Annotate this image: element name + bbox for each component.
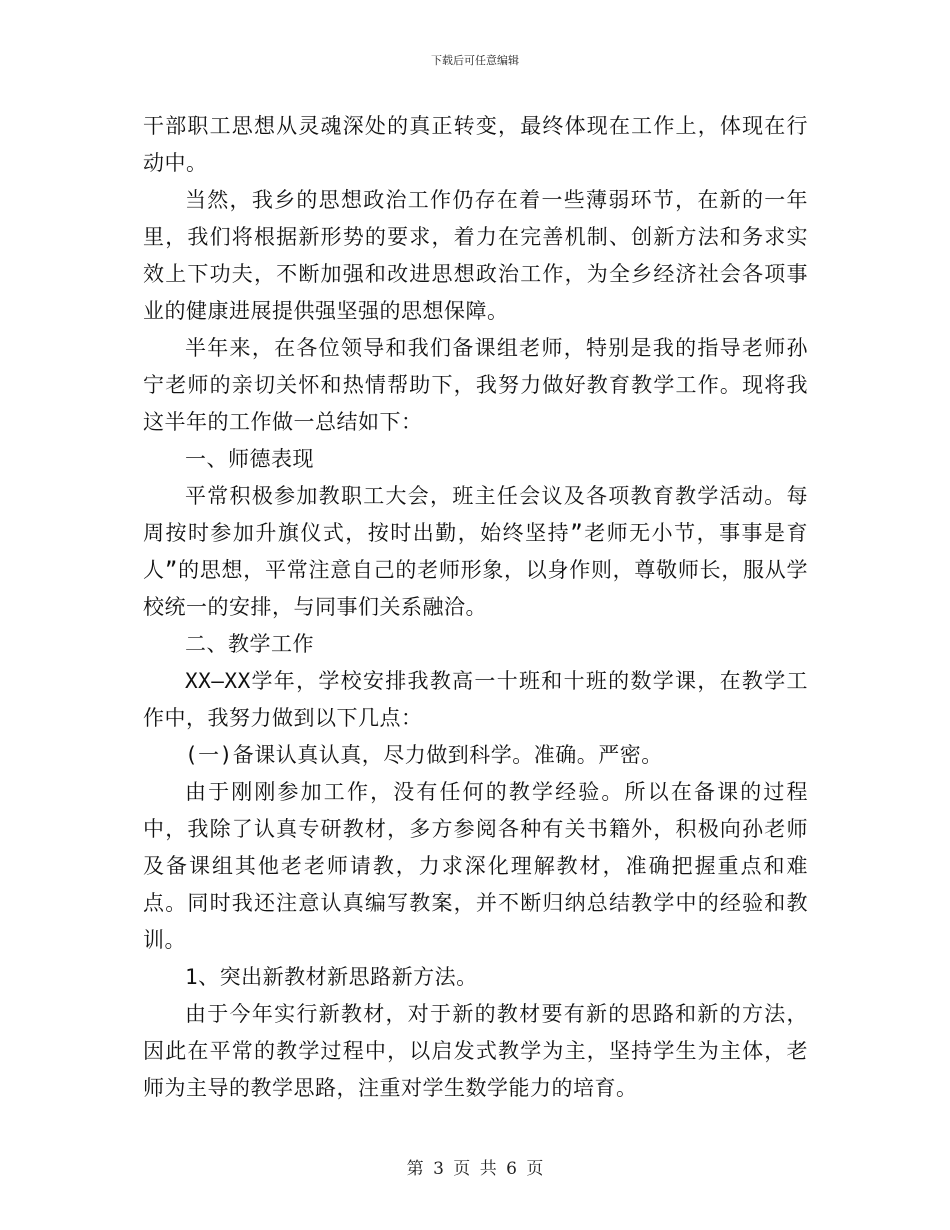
section-heading-teaching: 二、教学工作 [185,632,314,656]
page-number-footer: 第 3 页 共 6 页 [406,1159,544,1179]
paragraph-5: 平常积极参加教职工大会，班主任会议及各项教育教学活动。每周按时参加升旗仪式，按时出勤，始终坚持”老师无小节，事事是育人”的思想，平常注意自己的老师形象，以身作则，尊敬师长，服从学校统一的安排，与同事们关系融洽。 [143,484,808,619]
header-note: 下载后可任意编辑 [431,54,519,67]
document-body [143,108,808,1107]
paragraph-3: 半年来，在各位领导和我们备课组老师，特别是我的指导老师孙宁老师的亲切关怀和热情帮助下，我努力做好教育教学工作。现将我这半年的工作做一总结如下： [143,336,808,434]
subheading-new-materials: 1、突出新教材新思路新方法。 [185,965,478,989]
paragraph-7: XX—XX学年，学校安排我教高一十班和十班的数学课，在教学工作中，我努力做到以下几点： [143,669,808,730]
paragraph-11: 由于今年实行新教材，对于新的教材要有新的思路和新的方法，因此在平常的教学过程中，以启发式教学为主，坚持学生为主体，老师为主导的教学思路，注重对学生数学能力的培育。 [143,1002,808,1100]
paragraph-9: 由于刚刚参加工作，没有任何的教学经验。所以在备课的过程中，我除了认真专研教材，多方参阅各种有关书籍外，积极向孙老师及备课组其他老老师请教，力求深化理解教材，准确把握重点和难点。同时我还注意认真编写教案，并不断归纳总结教学中的经验和教训。 [143,780,808,952]
subheading-lesson-prep: (一)备课认真认真，尽力做到科学。准确。严密。 [185,743,663,767]
paragraph-2: 当然，我乡的思想政治工作仍存在着一些薄弱环节，在新的一年里，我们将根据新形势的要求，着力在完善机制、创新方法和务求实效上下功夫，不断加强和改进思想政治工作，为全乡经济社会各项事业的健康进展提供强坚强的思想保障。 [143,188,808,323]
section-heading-ethics: 一、师德表现 [185,447,314,471]
paragraph-1: 干部职工思想从灵魂深处的真正转变，最终体现在工作上，体现在行动中。 [143,114,808,175]
